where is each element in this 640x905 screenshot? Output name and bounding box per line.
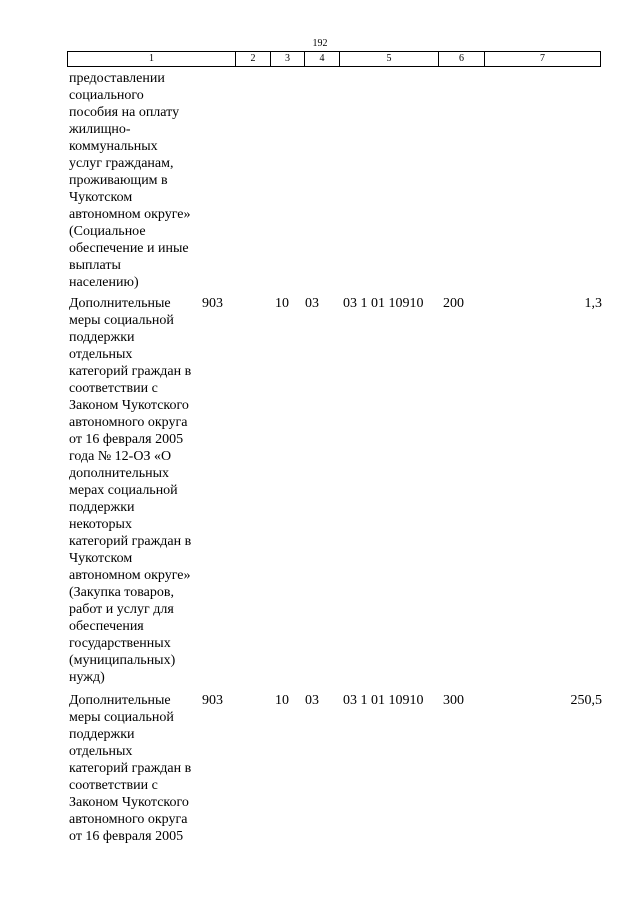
- row-amount: 1,3: [584, 296, 602, 311]
- row-ministry-code: 903: [202, 693, 223, 708]
- row-expense-type: 200: [443, 296, 464, 311]
- description-line: обеспечение и иные: [69, 241, 189, 256]
- description-line: автономном округе»: [69, 207, 191, 222]
- description-line: работ и услуг для: [69, 602, 174, 617]
- description-line: от 16 февраля 2005: [69, 432, 184, 447]
- description-line: жилищно-: [69, 122, 131, 137]
- description-line: автономного округа: [69, 812, 188, 827]
- column-header-6: 6: [439, 52, 485, 67]
- description-line: соответствии с: [69, 778, 158, 793]
- column-header-table: [67, 51, 601, 67]
- description-line: дополнительных: [69, 466, 170, 481]
- description-line: государственных: [69, 636, 171, 651]
- description-line: меры социальной: [69, 313, 174, 328]
- description-line: Чукотском: [69, 551, 133, 566]
- description-line: отдельных: [69, 744, 133, 759]
- row-amount: 250,5: [570, 693, 602, 708]
- row-target-code: 03 1 01 10910: [343, 693, 424, 708]
- row-ministry-code: 903: [202, 296, 223, 311]
- description-line: поддержки: [69, 727, 135, 742]
- description-line: населению): [69, 275, 139, 290]
- description-line: отдельных: [69, 347, 133, 362]
- description-line: (муниципальных): [69, 653, 176, 668]
- description-line: автономного округа: [69, 415, 188, 430]
- row-subsection-code: 03: [305, 296, 319, 311]
- description-line: услуг гражданам,: [69, 156, 174, 171]
- description-line: пособия на оплату: [69, 105, 180, 120]
- row-description: [69, 70, 209, 291]
- description-line: (Закупка товаров,: [69, 585, 174, 600]
- column-header-row: [68, 52, 601, 67]
- description-line: категорий граждан в: [69, 534, 192, 549]
- description-line: Дополнительные: [69, 296, 171, 311]
- description-line: автономном округе»: [69, 568, 191, 583]
- description-line: Законом Чукотского: [69, 398, 189, 413]
- description-line: года № 12-ОЗ «О: [69, 449, 172, 464]
- description-line: некоторых: [69, 517, 132, 532]
- row-section-code: 10: [275, 693, 289, 708]
- description-line: (Социальное: [69, 224, 146, 239]
- row-subsection-code: 03: [305, 693, 319, 708]
- description-line: социального: [69, 88, 144, 103]
- description-line: Законом Чукотского: [69, 795, 189, 810]
- page-number: 192: [312, 38, 328, 49]
- row-target-code: 03 1 01 10910: [343, 296, 424, 311]
- column-header-1: 1: [68, 52, 236, 67]
- description-line: Дополнительные: [69, 693, 171, 708]
- description-line: от 16 февраля 2005: [69, 829, 184, 844]
- column-header-2: 2: [236, 52, 271, 67]
- description-line: предоставлении: [69, 71, 165, 86]
- description-line: коммунальных: [69, 139, 158, 154]
- description-line: соответствии с: [69, 381, 158, 396]
- description-line: обеспечения: [69, 619, 144, 634]
- row-description: [69, 295, 209, 686]
- description-line: категорий граждан в: [69, 761, 192, 776]
- row-description: [69, 692, 209, 845]
- row-expense-type: 300: [443, 693, 464, 708]
- row-section-code: 10: [275, 296, 289, 311]
- description-line: проживающим в: [69, 173, 168, 188]
- description-line: поддержки: [69, 330, 135, 345]
- column-header-3: 3: [271, 52, 305, 67]
- column-header-5: 5: [340, 52, 439, 67]
- description-line: Чукотском: [69, 190, 133, 205]
- description-line: выплаты: [69, 258, 121, 273]
- description-line: категорий граждан в: [69, 364, 192, 379]
- column-header-7: 7: [485, 52, 601, 67]
- description-line: меры социальной: [69, 710, 174, 725]
- description-line: поддержки: [69, 500, 135, 515]
- description-line: мерах социальной: [69, 483, 178, 498]
- description-line: нужд): [69, 670, 105, 685]
- column-header-4: 4: [305, 52, 340, 67]
